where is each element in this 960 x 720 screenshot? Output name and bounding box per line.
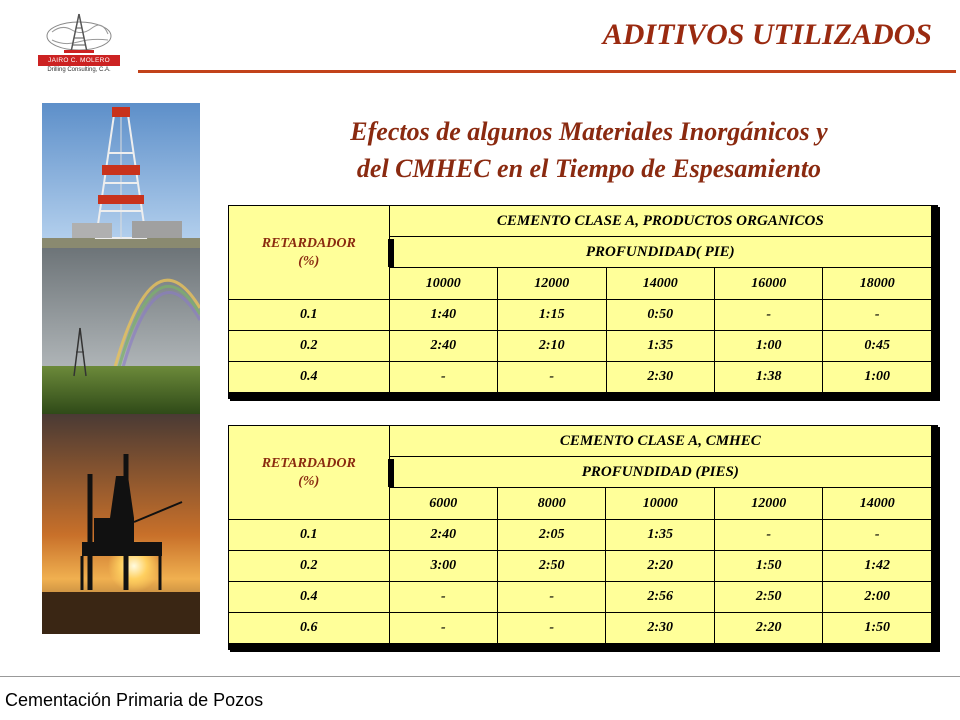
time-cell: 1:50: [714, 551, 823, 582]
subtitle-line-2: del CMHEC en el Tiempo de Espesamiento: [356, 154, 822, 183]
time-cell: 2:50: [498, 551, 606, 582]
thickening-time-table-1: [228, 205, 932, 393]
logo-subtitle: Drilling Consulting, C.A.: [47, 67, 111, 73]
time-cell: 2:20: [606, 551, 715, 582]
time-cell: -: [498, 613, 606, 644]
depth-header: [389, 457, 931, 488]
time-cell: -: [823, 300, 932, 331]
retarder-percent: 0.1: [229, 300, 390, 331]
table-row: [229, 362, 932, 393]
time-cell: -: [389, 362, 497, 393]
retarder-header-unit: (%): [298, 473, 320, 489]
time-cell: 2:50: [714, 582, 823, 613]
table-row: [229, 520, 932, 551]
rainbow-rig-photo: [42, 248, 200, 414]
cement-group-header: CEMENTO CLASE A, PRODUCTOS ORGANICOS: [389, 206, 931, 237]
retarder-percent: 0.2: [229, 551, 390, 582]
time-cell: 1:35: [606, 331, 714, 362]
logo-name: JAIRO C. MOLERO: [38, 55, 120, 66]
retarder-header-unit: (%): [298, 253, 320, 269]
retarder-percent: 0.4: [229, 582, 390, 613]
time-cell: 3:00: [389, 551, 497, 582]
footer-text: Cementación Primaria de Pozos: [5, 690, 264, 710]
retarder-header-label: RETARDADOR: [261, 235, 356, 251]
depth-header-label: PROFUNDIDAD (PIES): [581, 463, 739, 480]
table-row: [229, 613, 932, 644]
time-cell: -: [823, 520, 932, 551]
retarder-percent: 0.2: [229, 331, 390, 362]
retarder-percent: 0.6: [229, 613, 390, 644]
time-cell: 1:42: [823, 551, 932, 582]
time-cell: 0:50: [606, 300, 714, 331]
time-cell: 1:38: [714, 362, 822, 393]
company-logo: [38, 12, 120, 74]
retarder-header: [229, 426, 390, 520]
time-cell: 2:40: [389, 520, 497, 551]
time-cell: 1:00: [714, 331, 822, 362]
table-row: [229, 582, 932, 613]
depth-column-header: 10000: [389, 268, 497, 300]
footer-divider: [0, 676, 960, 677]
drilling-rig-photo: [42, 103, 200, 248]
time-cell: 1:35: [606, 520, 715, 551]
depth-column-header: 14000: [823, 488, 932, 520]
derrick-logo-icon: [38, 12, 120, 56]
time-cell: 2:05: [498, 520, 606, 551]
retarder-header-label: RETARDADOR: [261, 455, 356, 471]
time-cell: -: [714, 520, 823, 551]
header-divider: [138, 70, 956, 73]
time-cell: 2:10: [498, 331, 606, 362]
time-cell: -: [389, 582, 497, 613]
time-cell: 1:15: [498, 300, 606, 331]
table-row: [229, 331, 932, 362]
time-cell: 2:30: [606, 613, 715, 644]
time-cell: 2:40: [389, 331, 497, 362]
depth-column-header: 10000: [606, 488, 715, 520]
time-cell: -: [498, 362, 606, 393]
time-cell: 1:40: [389, 300, 497, 331]
time-cell: 2:30: [606, 362, 714, 393]
retarder-percent: 0.4: [229, 362, 390, 393]
time-cell: -: [714, 300, 822, 331]
time-cell: 1:50: [823, 613, 932, 644]
time-cell: 0:45: [823, 331, 932, 362]
time-cell: -: [389, 613, 497, 644]
time-cell: 1:00: [823, 362, 932, 393]
time-cell: 2:20: [714, 613, 823, 644]
depth-column-header: 18000: [823, 268, 932, 300]
depth-column-header: 16000: [714, 268, 822, 300]
depth-column-header: 6000: [389, 488, 497, 520]
retarder-percent: 0.1: [229, 520, 390, 551]
time-cell: 2:56: [606, 582, 715, 613]
table-row: [229, 551, 932, 582]
depth-column-header: 12000: [498, 268, 606, 300]
subtitle-line-1: Efectos de algunos Materiales Inorgánicos y: [350, 117, 828, 146]
slide-subtitle: [218, 113, 960, 187]
retarder-header: [229, 206, 390, 300]
depth-column-header: 14000: [606, 268, 714, 300]
table-cmhec: [228, 425, 938, 650]
time-cell: 2:00: [823, 582, 932, 613]
page-title: ADITIVOS UTILIZADOS: [602, 18, 932, 51]
photo-strip: [42, 103, 200, 634]
depth-column-header: 12000: [714, 488, 823, 520]
time-cell: -: [498, 582, 606, 613]
offshore-sunset-photo: [42, 414, 200, 634]
depth-header-label: PROFUNDIDAD( PIE): [585, 243, 735, 260]
depth-header: [389, 237, 931, 268]
depth-column-header: 8000: [498, 488, 606, 520]
cement-group-header: CEMENTO CLASE A, CMHEC: [389, 426, 931, 457]
table-organic-products: [228, 205, 938, 399]
table-row: [229, 300, 932, 331]
thickening-time-table-2: [228, 425, 932, 644]
